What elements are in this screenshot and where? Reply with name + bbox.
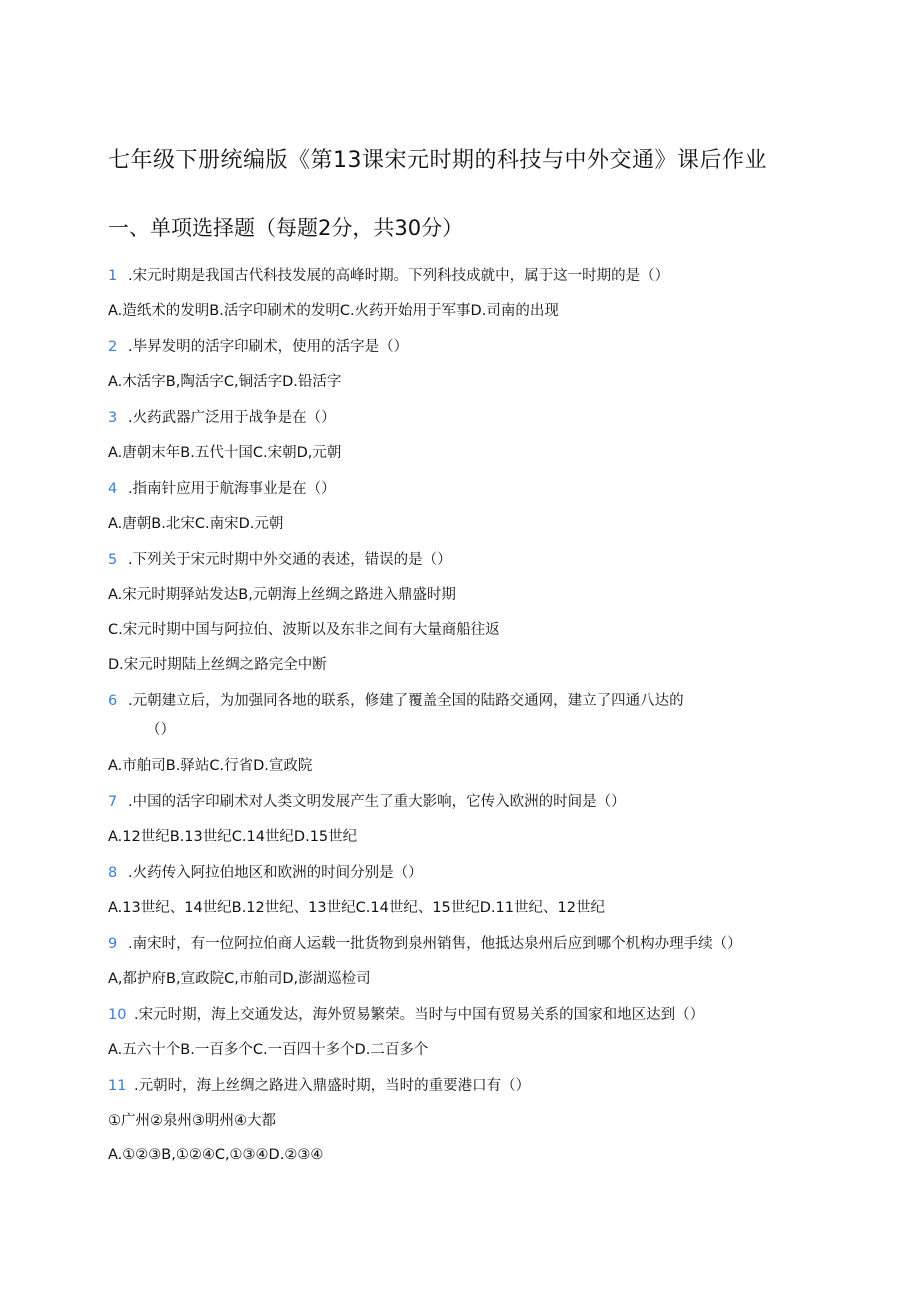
question-10-stem bbox=[108, 1005, 704, 1025]
question-7-stem bbox=[108, 792, 626, 812]
question-5-option-line: A.宋元时期驿站发达B,元朝海上丝绸之路进入鼎盛时期 bbox=[108, 587, 456, 603]
question-9-stem bbox=[108, 934, 742, 954]
question-number: 5 bbox=[108, 552, 118, 568]
section-title: 一、单项选择题（每题2分，共30分） bbox=[108, 216, 464, 240]
question-5-option-line: D.宋元时期陆上丝绸之路完全中断 bbox=[108, 657, 327, 673]
question-number: 7 bbox=[108, 794, 118, 810]
question-5-option-line: C.宋元时期中国与阿拉伯、波斯以及东非之间有大量商船往返 bbox=[108, 622, 500, 638]
question-number: 1 bbox=[108, 268, 118, 284]
question-2-options: A.木活字B,陶活字C,铜活字D.铅活字 bbox=[108, 374, 342, 390]
question-number: 10 bbox=[108, 1007, 127, 1023]
question-text: .毕昇发明的活字印刷术，使用的活字是（） bbox=[128, 339, 409, 355]
question-text: .宋元时期是我国古代科技发展的高峰时期。下列科技成就中，属于这一时期的是（） bbox=[128, 268, 670, 284]
question-number: 3 bbox=[108, 410, 118, 426]
question-6-stem-continuation: （） bbox=[146, 722, 175, 738]
question-text: .火药传入阿拉伯地区和欧洲的时间分别是（） bbox=[128, 865, 423, 881]
question-number: 2 bbox=[108, 339, 118, 355]
question-6-options: A.市舶司B.驿站C.行省D.宣政院 bbox=[108, 758, 313, 774]
question-number: 8 bbox=[108, 865, 118, 881]
question-4-stem bbox=[108, 479, 336, 499]
question-5-stem bbox=[108, 550, 452, 570]
question-text: .下列关于宋元时期中外交通的表述，错误的是（） bbox=[128, 552, 452, 568]
question-2-stem bbox=[108, 337, 408, 357]
question-8-stem bbox=[108, 863, 423, 883]
question-8-options: A.13世纪、14世纪B.12世纪、13世纪C.14世纪、15世纪D.11世纪、12世纪 bbox=[108, 900, 605, 916]
question-text: .中国的活字印刷术对人类文明发展产生了重大影响，它传入欧洲的时间是（） bbox=[128, 794, 626, 810]
question-11-stem bbox=[108, 1076, 530, 1096]
question-1-stem bbox=[108, 266, 669, 286]
question-text: .火药武器广泛用于战争是在（） bbox=[128, 410, 336, 426]
question-text: .南宋时，有一位阿拉伯商人运载一批货物到泉州销售，他抵达泉州后应到哪个机构办理手续（） bbox=[128, 936, 742, 952]
question-number: 9 bbox=[108, 936, 118, 952]
question-text: .元朝建立后，为加强同各地的联系，修建了覆盖全国的陆路交通网，建立了四通八达的 bbox=[128, 693, 684, 709]
question-4-options: A.唐朝B.北宋C.南宋D.元朝 bbox=[108, 516, 284, 532]
question-10-options: A.五六十个B.一百多个C.一百四十多个D.二百多个 bbox=[108, 1042, 429, 1058]
question-9-options: A,都护府B,宣政院C,市舶司D,澎湖巡检司 bbox=[108, 971, 371, 987]
question-number: 11 bbox=[108, 1078, 127, 1094]
question-text: .宋元时期，海上交通发达，海外贸易繁荣。当时与中国有贸易关系的国家和地区达到（） bbox=[134, 1007, 705, 1023]
question-number: 4 bbox=[108, 481, 118, 497]
question-7-options: A.12世纪B.13世纪C.14世纪D.15世纪 bbox=[108, 829, 358, 845]
document-title: 七年级下册统编版《第13课宋元时期的科技与中外交通》课后作业 bbox=[108, 148, 767, 173]
question-11-statements: ①广州②泉州③明州④大都 bbox=[108, 1113, 276, 1129]
question-number: 6 bbox=[108, 693, 118, 709]
question-6-stem bbox=[108, 691, 684, 711]
question-3-options: A.唐朝末年B.五代十国C.宋朝D,元朝 bbox=[108, 445, 342, 461]
question-11-options: A.①②③B,①②④C,①③④D.②③④ bbox=[108, 1147, 324, 1163]
question-text: .元朝时，海上丝绸之路进入鼎盛时期，当时的重要港口有（） bbox=[134, 1078, 531, 1094]
question-1-options: A.造纸术的发明B.活字印刷术的发明C.火药开始用于军事D.司南的出现 bbox=[108, 303, 559, 319]
question-3-stem bbox=[108, 408, 336, 428]
question-text: .指南针应用于航海事业是在（） bbox=[128, 481, 336, 497]
